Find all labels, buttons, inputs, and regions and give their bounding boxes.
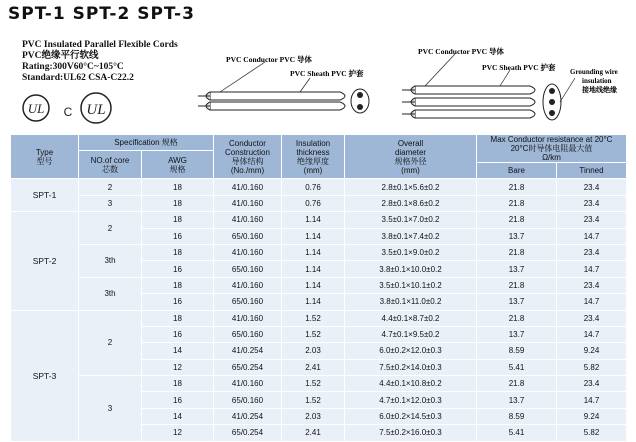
awg-cell: 14 [142, 343, 214, 359]
awg-cell: 16 [142, 261, 214, 277]
page-title: SPT-1 SPT-2 SPT-3 [8, 4, 195, 24]
type-cell: SPT-3 [11, 310, 79, 441]
tinned-resistance-cell: 14.7 [557, 326, 627, 342]
awg-cell: 18 [142, 376, 214, 392]
table-row [11, 376, 627, 392]
spec-line: PVC Insulated Parallel Flexible Cords [22, 40, 178, 50]
table-row [11, 277, 627, 293]
type-cell: SPT-1 [11, 179, 79, 212]
insulation-cell: 0.76 [282, 179, 345, 195]
bare-resistance-cell: 13.7 [477, 326, 557, 342]
bare-resistance-cell: 8.59 [477, 408, 557, 424]
header-diameter: Overall diameter 规格外径 (mm) [345, 135, 477, 179]
spec-line: Rating:300V60°C~105°C [22, 62, 124, 72]
insulation-cell: 2.03 [282, 408, 345, 424]
insulation-cell: 2.41 [282, 425, 345, 441]
tinned-resistance-cell: 23.4 [557, 277, 627, 293]
table-body [11, 179, 627, 441]
awg-cell: 18 [142, 195, 214, 211]
bare-resistance-cell: 13.7 [477, 261, 557, 277]
conductor-cell: 41/0.160 [214, 179, 282, 195]
conductor-cell: 41/0.160 [214, 376, 282, 392]
insulation-cell: 1.14 [282, 294, 345, 310]
insulation-cell: 1.52 [282, 392, 345, 408]
header-type: Type 型号 [11, 135, 79, 179]
table-row [11, 179, 627, 195]
ul-logo-text: UL [27, 101, 45, 116]
tinned-resistance-cell: 14.7 [557, 261, 627, 277]
bare-resistance-cell: 21.8 [477, 212, 557, 228]
cable-cross-section-diagram [190, 40, 636, 132]
diameter-cell: 3.8±0.1×10.0±0.2 [345, 261, 477, 277]
header-conductor: Conductor Construction 导体结构 (No./mm) [214, 135, 282, 179]
conductor-cell: 41/0.160 [214, 310, 282, 326]
c-mark-text: C [63, 105, 73, 119]
grounding-label-3: 接地线绝缘 [582, 86, 617, 94]
awg-cell: 14 [142, 408, 214, 424]
header-specification: Specification 规格 [79, 135, 214, 151]
left-sheath-label: PVC Sheath PVC 护套 [290, 69, 364, 78]
tinned-resistance-cell: 23.4 [557, 212, 627, 228]
tinned-resistance-cell: 23.4 [557, 310, 627, 326]
awg-cell: 16 [142, 228, 214, 244]
spec-line: PVC绝缘平行软线 [22, 51, 99, 61]
diameter-cell: 4.4±0.1×8.7±0.2 [345, 310, 477, 326]
grounding-label-1: Grounding wire [570, 68, 618, 76]
conductor-cell: 41/0.160 [214, 212, 282, 228]
insulation-cell: 2.03 [282, 343, 345, 359]
core-cell: 2 [79, 310, 142, 376]
conductor-cell: 41/0.160 [214, 195, 282, 211]
header-insulation: Insulation thickness 绝缘厚度 (mm) [282, 135, 345, 179]
insulation-cell: 0.76 [282, 195, 345, 211]
table-row [11, 244, 627, 260]
tinned-resistance-cell: 23.4 [557, 179, 627, 195]
header-cores: NO.of core 芯数 [79, 151, 142, 179]
bare-resistance-cell: 5.41 [477, 359, 557, 375]
awg-cell: 16 [142, 326, 214, 342]
awg-cell: 18 [142, 244, 214, 260]
ul-certification-logos [22, 88, 132, 128]
conductor-cell: 65/0.254 [214, 359, 282, 375]
core-cell: 2 [79, 212, 142, 245]
cord-specs [22, 40, 178, 84]
diameter-cell: 3.8±0.1×11.0±0.2 [345, 294, 477, 310]
header-bare: Bare [477, 163, 557, 179]
core-cell: 3th [79, 277, 142, 310]
tinned-resistance-cell: 14.7 [557, 228, 627, 244]
bare-resistance-cell: 13.7 [477, 228, 557, 244]
diameter-cell: 3.5±0.1×9.0±0.2 [345, 244, 477, 260]
tinned-resistance-cell: 14.7 [557, 294, 627, 310]
header-awg: AWG 规格 [142, 151, 214, 179]
insulation-cell: 1.14 [282, 228, 345, 244]
tinned-resistance-cell: 23.4 [557, 376, 627, 392]
insulation-cell: 1.52 [282, 326, 345, 342]
awg-cell: 18 [142, 179, 214, 195]
insulation-cell: 1.14 [282, 277, 345, 293]
tinned-resistance-cell: 23.4 [557, 195, 627, 211]
header-tinned: Tinned [557, 163, 627, 179]
diameter-cell: 3.5±0.1×7.0±0.2 [345, 212, 477, 228]
awg-cell: 18 [142, 277, 214, 293]
awg-cell: 18 [142, 212, 214, 228]
conductor-cell: 41/0.254 [214, 408, 282, 424]
diameter-cell: 7.5±0.2×14.0±0.3 [345, 359, 477, 375]
diameter-cell: 4.4±0.1×10.8±0.2 [345, 376, 477, 392]
conductor-cell: 65/0.160 [214, 261, 282, 277]
tinned-resistance-cell: 9.24 [557, 408, 627, 424]
awg-cell: 16 [142, 392, 214, 408]
right-sheath-label: PVC Sheath PVC 护套 [482, 63, 556, 72]
table-row [11, 310, 627, 326]
conductor-cell: 65/0.160 [214, 228, 282, 244]
right-conductor-label: PVC Conductor PVC 导体 [418, 47, 504, 56]
core-cell: 3 [79, 376, 142, 442]
bare-resistance-cell: 21.8 [477, 310, 557, 326]
conductor-cell: 65/0.254 [214, 425, 282, 441]
tinned-resistance-cell: 5.82 [557, 359, 627, 375]
diameter-cell: 4.7±0.1×9.5±0.2 [345, 326, 477, 342]
diameter-cell: 6.0±0.2×14.5±0.3 [345, 408, 477, 424]
diameter-cell: 3.8±0.1×7.4±0.2 [345, 228, 477, 244]
core-cell: 2 [79, 179, 142, 195]
left-conductor-label: PVC Conductor PVC 导体 [226, 55, 312, 64]
tinned-resistance-cell: 5.82 [557, 425, 627, 441]
cord-specification-table [10, 134, 627, 442]
diameter-cell: 2.8±0.1×5.6±0.2 [345, 179, 477, 195]
insulation-cell: 1.14 [282, 244, 345, 260]
bare-resistance-cell: 13.7 [477, 392, 557, 408]
diameter-cell: 7.5±0.2×16.0±0.3 [345, 425, 477, 441]
core-cell: 3 [79, 195, 142, 211]
insulation-cell: 2.41 [282, 359, 345, 375]
type-cell: SPT-2 [11, 212, 79, 310]
bare-resistance-cell: 21.8 [477, 376, 557, 392]
conductor-cell: 65/0.160 [214, 326, 282, 342]
bare-resistance-cell: 5.41 [477, 425, 557, 441]
conductor-cell: 41/0.160 [214, 277, 282, 293]
awg-cell: 16 [142, 294, 214, 310]
conductor-cell: 41/0.160 [214, 244, 282, 260]
header-resistance: Max Conductor resistance at 20°C 20°C时导体电阻最大值 Ω/km [477, 135, 627, 163]
insulation-cell: 1.52 [282, 376, 345, 392]
insulation-cell: 1.14 [282, 212, 345, 228]
tinned-resistance-cell: 9.24 [557, 343, 627, 359]
conductor-cell: 65/0.160 [214, 392, 282, 408]
conductor-cell: 65/0.160 [214, 294, 282, 310]
diameter-cell: 3.5±0.1×10.1±0.2 [345, 277, 477, 293]
diameter-cell: 2.8±0.1×8.6±0.2 [345, 195, 477, 211]
tinned-resistance-cell: 23.4 [557, 244, 627, 260]
core-cell: 3th [79, 244, 142, 277]
tinned-resistance-cell: 14.7 [557, 392, 627, 408]
bare-resistance-cell: 8.59 [477, 343, 557, 359]
insulation-cell: 1.52 [282, 310, 345, 326]
table-row [11, 212, 627, 228]
diameter-cell: 6.0±0.2×12.0±0.3 [345, 343, 477, 359]
spec-line: Standard:UL62 CSA-C22.2 [22, 73, 134, 83]
bare-resistance-cell: 21.8 [477, 244, 557, 260]
awg-cell: 12 [142, 359, 214, 375]
awg-cell: 12 [142, 425, 214, 441]
diameter-cell: 4.7±0.1×12.0±0.3 [345, 392, 477, 408]
c-ul-logo-text: UL [86, 102, 106, 118]
bare-resistance-cell: 21.8 [477, 195, 557, 211]
insulation-cell: 1.14 [282, 261, 345, 277]
grounding-label-2: insulation [582, 77, 612, 85]
table-row [11, 195, 627, 211]
bare-resistance-cell: 13.7 [477, 294, 557, 310]
conductor-cell: 41/0.254 [214, 343, 282, 359]
bare-resistance-cell: 21.8 [477, 179, 557, 195]
awg-cell: 18 [142, 310, 214, 326]
bare-resistance-cell: 21.8 [477, 277, 557, 293]
